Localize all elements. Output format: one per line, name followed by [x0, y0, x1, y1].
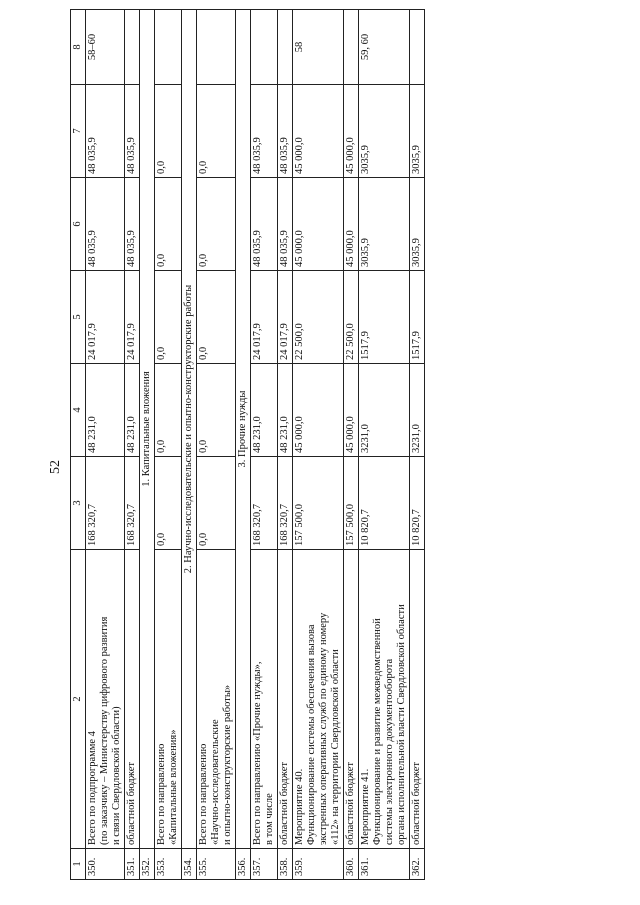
value-cell-total: 157 500,0: [293, 457, 344, 550]
table-row: [278, 10, 293, 880]
row-number-cell: 356.: [236, 849, 251, 880]
section-title-cell: 2. Научно-исследовательские и опытно-конструкторские работы: [182, 10, 197, 849]
value-cell-year: 0,0: [197, 364, 236, 457]
value-cell-year: 48 231,0: [86, 364, 125, 457]
row-number-cell: 352.: [140, 849, 155, 880]
header-cell: 7: [71, 85, 86, 178]
row-name-cell: областной бюджет: [410, 550, 425, 849]
value-cell-year: 48 035,9: [251, 85, 278, 178]
value-cell-year: 48 035,9: [125, 85, 140, 178]
value-cell-year: 45 000,0: [344, 178, 359, 271]
row-number-cell: 360.: [344, 849, 359, 880]
row-name-cell: Всего по подпрограмме 4 (по заказчику – Министерству цифрового развития и связи Свердловской области): [86, 550, 125, 849]
value-cell-total: 157 500,0: [344, 457, 359, 550]
value-cell-year: 0,0: [155, 178, 182, 271]
row-number-cell: 357.: [251, 849, 278, 880]
table-body: [71, 10, 425, 880]
table-row: [125, 10, 140, 880]
target-indicator-cell: 58–60: [86, 10, 125, 85]
target-indicator-cell: 58: [293, 10, 344, 85]
row-number-cell: 358.: [278, 849, 293, 880]
header-cell: 6: [71, 178, 86, 271]
table-row: [410, 10, 425, 880]
value-cell-year: 0,0: [155, 271, 182, 364]
value-cell-year: 0,0: [155, 85, 182, 178]
value-cell-year: 48 035,9: [278, 85, 293, 178]
value-cell-year: 24 017,9: [86, 271, 125, 364]
section-row: [236, 10, 251, 880]
value-cell-year: 48 035,9: [251, 178, 278, 271]
value-cell-year: 3035,9: [410, 85, 425, 178]
header-cell: 2: [71, 550, 86, 849]
row-number-cell: 353.: [155, 849, 182, 880]
value-cell-total: 0,0: [155, 457, 182, 550]
header-cell: 8: [71, 10, 86, 85]
row-number-cell: 359.: [293, 849, 344, 880]
page-number: 52: [48, 460, 63, 474]
budget-table: [70, 9, 425, 880]
value-cell-year: 45 000,0: [293, 364, 344, 457]
value-cell-year: 1517,9: [410, 271, 425, 364]
section-row: [182, 10, 197, 880]
target-indicator-cell: [278, 10, 293, 85]
row-number-cell: 355.: [197, 849, 236, 880]
value-cell-year: 48 035,9: [86, 85, 125, 178]
value-cell-year: 0,0: [197, 271, 236, 364]
row-name-cell: областной бюджет: [125, 550, 140, 849]
row-name-cell: Всего по направлению «Научно-исследовательские и опытно-конструкторские работы»: [197, 550, 236, 849]
rotated-table-container: [70, 33, 610, 880]
value-cell-year: 48 231,0: [278, 364, 293, 457]
table-row: [86, 10, 125, 880]
section-row: [140, 10, 155, 880]
value-cell-year: 3035,9: [359, 85, 410, 178]
header-cell: 5: [71, 271, 86, 364]
value-cell-year: 0,0: [155, 364, 182, 457]
table-header-row: [71, 10, 86, 880]
row-name-cell: Мероприятие 41. Функционирование и развитие межведомственной системы электронного документооборота органа исполнительной власти Свердловской области: [359, 550, 410, 849]
value-cell-year: 48 231,0: [251, 364, 278, 457]
value-cell-total: 168 320,7: [251, 457, 278, 550]
value-cell-year: 3231,0: [359, 364, 410, 457]
value-cell-total: 168 320,7: [86, 457, 125, 550]
target-indicator-cell: [410, 10, 425, 85]
value-cell-total: 168 320,7: [278, 457, 293, 550]
value-cell-year: 45 000,0: [293, 178, 344, 271]
value-cell-year: 48 035,9: [86, 178, 125, 271]
value-cell-year: 22 500,0: [344, 271, 359, 364]
header-cell: 1: [71, 849, 86, 880]
value-cell-year: 0,0: [197, 178, 236, 271]
value-cell-year: 0,0: [197, 85, 236, 178]
row-name-cell: областной бюджет: [278, 550, 293, 849]
row-name-cell: областной бюджет: [344, 550, 359, 849]
table-row: [344, 10, 359, 880]
value-cell-year: 22 500,0: [293, 271, 344, 364]
row-number-cell: 362.: [410, 849, 425, 880]
value-cell-year: 24 017,9: [251, 271, 278, 364]
value-cell-year: 24 017,9: [125, 271, 140, 364]
row-name-cell: Мероприятие 40. Функционирование системы обеспечения вызова экстренных оперативных служб по единому номеру «112» на территории Свердловской области: [293, 550, 344, 849]
target-indicator-cell: 59, 60: [359, 10, 410, 85]
table-row: [251, 10, 278, 880]
value-cell-total: 168 320,7: [125, 457, 140, 550]
row-number-cell: 361.: [359, 849, 410, 880]
value-cell-year: 48 035,9: [125, 178, 140, 271]
row-number-cell: 351.: [125, 849, 140, 880]
value-cell-year: 45 000,0: [344, 364, 359, 457]
value-cell-year: 48 231,0: [125, 364, 140, 457]
row-name-cell: Всего по направлению «Прочие нужды», в том числе: [251, 550, 278, 849]
value-cell-year: 24 017,9: [278, 271, 293, 364]
row-name-cell: Всего по направлению «Капитальные вложения»: [155, 550, 182, 849]
value-cell-year: 3035,9: [359, 178, 410, 271]
target-indicator-cell: [344, 10, 359, 85]
table-row: [197, 10, 236, 880]
value-cell-year: 3035,9: [410, 178, 425, 271]
target-indicator-cell: [251, 10, 278, 85]
value-cell-year: 3231,0: [410, 364, 425, 457]
section-title-cell: 1. Капитальные вложения: [140, 10, 155, 849]
value-cell-year: 45 000,0: [293, 85, 344, 178]
value-cell-total: 0,0: [197, 457, 236, 550]
value-cell-total: 10 820,7: [410, 457, 425, 550]
value-cell-year: 1517,9: [359, 271, 410, 364]
target-indicator-cell: [155, 10, 182, 85]
table-row: [293, 10, 344, 880]
row-number-cell: 350.: [86, 849, 125, 880]
section-title-cell: 3. Прочие нужды: [236, 10, 251, 849]
target-indicator-cell: [197, 10, 236, 85]
header-cell: 4: [71, 364, 86, 457]
table-row: [359, 10, 410, 880]
value-cell-year: 48 035,9: [278, 178, 293, 271]
value-cell-year: 45 000,0: [344, 85, 359, 178]
header-cell: 3: [71, 457, 86, 550]
target-indicator-cell: [125, 10, 140, 85]
row-number-cell: 354.: [182, 849, 197, 880]
value-cell-total: 10 820,7: [359, 457, 410, 550]
table-row: [155, 10, 182, 880]
